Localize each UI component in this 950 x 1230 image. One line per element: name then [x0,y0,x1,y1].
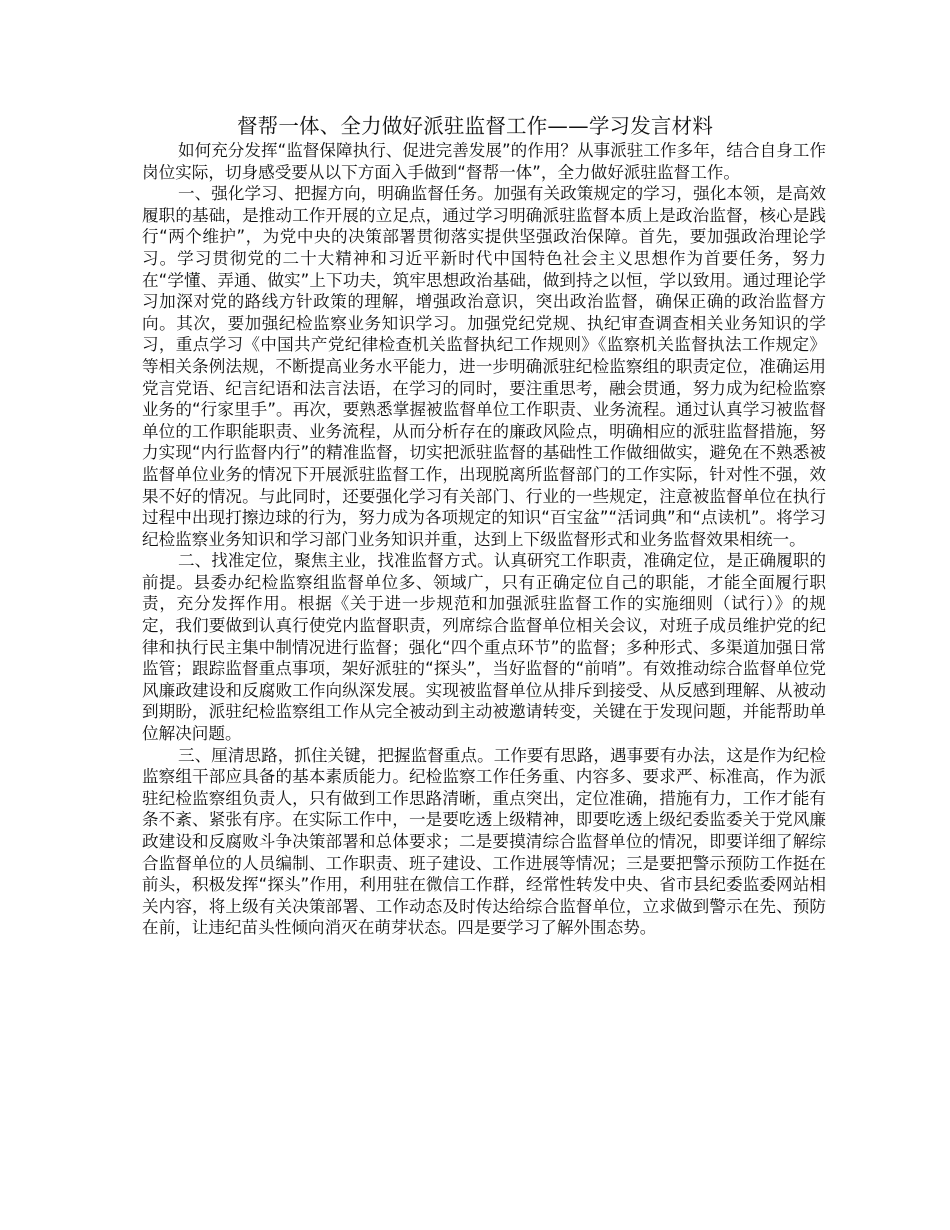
document-body [142,140,826,939]
paragraph-section-1: 一、强化学习、把握方向，明确监督任务。加强有关政策规定的学习，强化本领，是高效履职的基础，是推动工作开展的立足点，通过学习明确派驻监督本质上是政治监督，核心是践行“两个维护”，为党中央的决策部署贯彻落实提供坚强政治保障。首先，要加强政治理论学习。学习贯彻党的二十大精神和习近平新时代中国特色社会主义思想作为首要任务，努力在“学懂、弄通、做实”上下功夫，筑牢思想政治基础，做到持之以恒，学以致用。通过理论学习加深对党的路线方针政策的理解，增强政治意识，突出政治监督，确保正确的政治监督方向。其次，要加强纪检监察业务知识学习。加强党纪党规、执纪审查调查相关业务知识的学习，重点学习《中国共产党纪律检查机关监督执纪工作规则》《监察机关监督执法工作规定》等相关条例法规，不断提高业务水平能力，进一步明确派驻纪检监察组的职责定位，准确运用党言党语、纪言纪语和法言法语，在学习的同时，要注重思考，融会贯通，努力成为纪检监察业务的“行家里手”。再次，要熟悉掌握被监督单位工作职责、业务流程。通过认真学习被监督单位的工作职能职责、业务流程，从而分析存在的廉政风险点，明确相应的派驻监督措施，努力实现“内行监督内行”的精准监督，切实把派驻监督的基础性工作做细做实，避免在不熟悉被监督单位业务的情况下开展派驻监督工作，出现脱离所监督部门的工作实际，针对性不强，效果不好的情况。与此同时，还要强化学习有关部门、行业的一些规定，注意被监督单位在执行过程中出现打擦边球的行为，努力成为各项规定的知识“百宝盆”“活词典”和“点读机”。将学习纪检监察业务知识和学习部门业务知识并重，达到上下级监督形式和业务监督效果相统一。 [142,184,826,549]
document-title: 督帮一体、全力做好派驻监督工作——学习发言材料 [236,114,714,138]
paragraph-section-3: 三、厘清思路，抓住关键，把握监督重点。工作要有思路，遇事要有办法，这是作为纪检监察组干部应具备的基本素质能力。纪检监察工作任务重、内容多、要求严、标准高，作为派驻纪检监察组负责人，只有做到工作思路清晰，重点突出，定位准确，措施有力，工作才能有条不紊、紧张有序。在实际工作中，一是要吃透上级精神，即要吃透上级纪委监委关于党风廉政建设和反腐败斗争决策部署和总体要求；二是要摸清综合监督单位的情况，即要详细了解综合监督单位的人员编制、工作职责、班子建设、工作进展等情况；三是要把警示预防工作挺在前头，积极发挥“探头”作用，利用驻在微信工作群，经常性转发中央、省市县纪委监委网站相关内容，将上级有关决策部署、工作动态及时传达给综合监督单位，立求做到警示在先、预防在前，让违纪苗头性倾向消灭在萌芽状态。四是要学习了解外围态势。 [142,745,826,938]
paragraph-intro: 如何充分发挥“监督保障执行、促进完善发展”的作用？从事派驻工作多年，结合自身工作岗位实际，切身感受要从以下方面入手做到“督帮一体”，全力做好派驻监督工作。 [142,141,826,182]
paragraph-section-2: 二、找准定位，聚焦主业，找准监督方式。认真研究工作职责，准确定位，是正确履职的前提。县委办纪检监察组监督单位多、领域广，只有正确定位自己的职能，才能全面履行职责，充分发挥作用。根据《关于进一步规范和加强派驻监督工作的实施细则（试行）》的规定，我们要做到认真行使党内监督职责，列席综合监督单位相关会议，对班子成员维护党的纪律和执行民主集中制情况进行监督；强化“四个重点环节”的监督；多种形式、多渠道加强日常监管；跟踪监督重点事项，架好派驻的“探头”，当好监督的“前哨”。有效推动综合监督单位党风廉政建设和反腐败工作向纵深发展。实现被监督单位从排斥到接受、从反感到理解、从被动到期盼，派驻纪检监察组工作从完全被动到主动被邀请转变，关键在于发现问题，并能帮助单位解决问题。 [142,551,826,744]
